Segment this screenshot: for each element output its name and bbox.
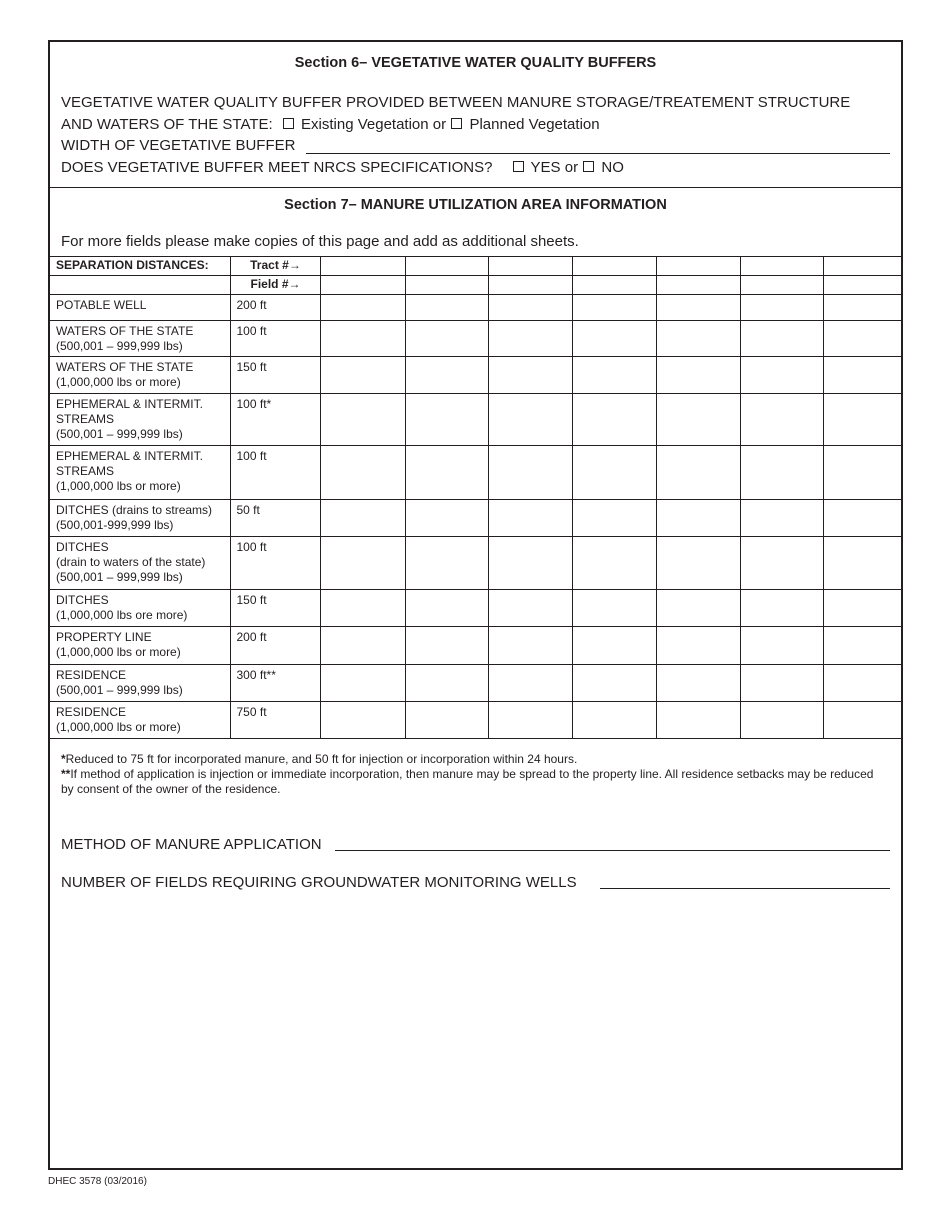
setback-name: RESIDENCE (1,000,000 lbs or more) [50,702,230,739]
tract-input-cell[interactable] [320,257,405,276]
field-distance-cell[interactable] [320,357,405,394]
planned-vegetation-label: Planned Vegetation [469,116,600,133]
existing-vegetation-checkbox[interactable] [283,118,294,129]
field-input-cell[interactable] [405,276,488,295]
field-distance-cell[interactable] [320,627,405,665]
field-distance-cell[interactable] [320,295,405,321]
footnote-1-text: Reduced to 75 ft for incorporated manure, and 50 ft for injection or incorporation within 24 hours. [65,752,578,766]
manure-method-label: METHOD OF MANURE APPLICATION [61,836,322,853]
field-input-cell[interactable] [823,276,901,295]
field-distance-cell[interactable] [405,590,488,627]
nrcs-yes-label: YES or [530,159,579,176]
field-distance-cell[interactable] [320,446,405,500]
field-distance-cell[interactable] [740,446,823,500]
field-distance-cell[interactable] [572,590,656,627]
distance-row [50,295,901,321]
field-distance-cell[interactable] [656,394,740,446]
field-distance-cell[interactable] [740,357,823,394]
field-distance-cell[interactable] [823,295,901,321]
field-distance-cell[interactable] [656,627,740,665]
distance-row [50,394,901,446]
waters-of-state-label: AND WATERS OF THE STATE: [61,116,273,133]
field-distance-cell[interactable] [572,627,656,665]
field-distance-cell[interactable] [488,394,572,446]
distance-row [50,537,901,590]
form-frame [48,40,903,1170]
field-distance-cell[interactable] [572,500,656,537]
field-distance-cell[interactable] [823,321,901,357]
field-distance-cell[interactable] [572,394,656,446]
setback-distance: 100 ft [230,537,320,590]
tract-input-cell[interactable] [572,257,656,276]
setback-name: DITCHES (drain to waters of the state) (500,001 – 999,999 lbs) [50,537,230,590]
field-distance-cell[interactable] [823,702,901,739]
field-distance-cell[interactable] [405,295,488,321]
tract-header-row [50,257,901,276]
blank-header-cell [50,276,230,295]
field-input-cell[interactable] [656,276,740,295]
field-distance-cell[interactable] [823,394,901,446]
field-distance-cell[interactable] [320,702,405,739]
field-distance-cell[interactable] [823,446,901,500]
form-id: DHEC 3578 (03/2016) [48,1176,147,1187]
field-distance-cell[interactable] [823,590,901,627]
field-distance-cell[interactable] [572,537,656,590]
separation-distances-header: SEPARATION DISTANCES: [50,257,230,276]
setback-name: WATERS OF THE STATE (1,000,000 lbs or more) [50,357,230,394]
field-distance-cell[interactable] [488,665,572,702]
setback-name: DITCHES (1,000,000 lbs ore more) [50,590,230,627]
field-distance-cell[interactable] [656,702,740,739]
monitoring-wells-field[interactable] [600,888,890,889]
setback-name: EPHEMERAL & INTERMIT. STREAMS (1,000,000 lbs or more) [50,446,230,500]
field-distance-cell[interactable] [656,295,740,321]
setback-name: WATERS OF THE STATE (500,001 – 999,999 lbs) [50,321,230,357]
setback-distance: 100 ft* [230,394,320,446]
field-number-label: Field #→ [230,276,320,295]
distance-row [50,321,901,357]
field-distance-cell[interactable] [656,321,740,357]
field-distance-cell[interactable] [572,321,656,357]
field-distance-cell[interactable] [656,357,740,394]
field-distance-cell[interactable] [320,590,405,627]
field-distance-cell[interactable] [488,500,572,537]
section7-instruction: For more fields please make copies of this page and add as additional sheets. [61,233,579,250]
monitoring-wells-label: NUMBER OF FIELDS REQUIRING GROUNDWATER MONITORING WELLS [61,874,577,891]
field-distance-cell[interactable] [740,590,823,627]
tract-input-cell[interactable] [823,257,901,276]
footnotes [61,752,881,797]
field-distance-cell[interactable] [656,537,740,590]
field-distance-cell[interactable] [488,627,572,665]
section6-title: Section 6– VEGETATIVE WATER QUALITY BUFFERS [294,55,657,71]
distance-row [50,446,901,500]
tract-input-cell[interactable] [405,257,488,276]
field-input-cell[interactable] [320,276,405,295]
field-distance-cell[interactable] [488,537,572,590]
section-divider [50,187,901,188]
field-distance-cell[interactable] [740,295,823,321]
field-distance-cell[interactable] [740,627,823,665]
field-distance-cell[interactable] [405,665,488,702]
buffer-width-field[interactable] [306,153,890,154]
setback-distance: 200 ft [230,627,320,665]
footnote-2-mark: ** [61,767,71,781]
field-distance-cell[interactable] [656,590,740,627]
setback-distance: 200 ft [230,295,320,321]
footnote-2 [61,767,881,797]
field-distance-cell[interactable] [740,665,823,702]
setback-name: DITCHES (drains to streams) (500,001-999,999 lbs) [50,500,230,537]
distance-row [50,500,901,537]
field-distance-cell[interactable] [740,500,823,537]
buffer-width-label: WIDTH OF VEGETATIVE BUFFER [61,137,296,154]
field-distance-cell[interactable] [405,702,488,739]
field-header-row [50,276,901,295]
field-distance-cell[interactable] [405,394,488,446]
field-distance-cell[interactable] [572,665,656,702]
field-distance-cell[interactable] [488,321,572,357]
field-distance-cell[interactable] [740,537,823,590]
field-distance-cell[interactable] [405,627,488,665]
field-distance-cell[interactable] [405,446,488,500]
setback-distance: 150 ft [230,590,320,627]
tract-input-cell[interactable] [488,257,572,276]
field-distance-cell[interactable] [488,446,572,500]
setback-distance: 750 ft [230,702,320,739]
setback-distance: 100 ft [230,446,320,500]
field-distance-cell[interactable] [488,702,572,739]
field-distance-cell[interactable] [656,446,740,500]
field-distance-cell[interactable] [320,500,405,537]
footnote-1 [61,752,881,767]
setback-distance: 100 ft [230,321,320,357]
planned-vegetation-checkbox[interactable] [451,118,462,129]
tract-number-label: Tract #→ [230,257,320,276]
section7-title: Section 7– MANURE UTILIZATION AREA INFORMATION [284,197,667,213]
tract-input-cell[interactable] [656,257,740,276]
field-distance-cell[interactable] [405,321,488,357]
setback-name: POTABLE WELL [50,295,230,321]
nrcs-yes-checkbox[interactable] [513,161,524,172]
footnote-1-mark: * [61,752,66,766]
field-distance-cell[interactable] [320,394,405,446]
field-distance-cell[interactable] [823,357,901,394]
field-distance-cell[interactable] [823,500,901,537]
field-distance-cell[interactable] [823,537,901,590]
setback-distance: 50 ft [230,500,320,537]
setback-distance: 300 ft** [230,665,320,702]
field-distance-cell[interactable] [488,295,572,321]
distance-row [50,702,901,739]
nrcs-no-checkbox[interactable] [583,161,594,172]
field-distance-cell[interactable] [656,665,740,702]
field-distance-cell[interactable] [320,665,405,702]
field-distance-cell[interactable] [823,627,901,665]
distance-row [50,357,901,394]
field-distance-cell[interactable] [823,665,901,702]
setback-name: PROPERTY LINE (1,000,000 lbs or more) [50,627,230,665]
distance-row [50,627,901,665]
tract-input-cell[interactable] [740,257,823,276]
manure-method-field[interactable] [335,850,890,851]
field-distance-cell[interactable] [488,590,572,627]
separation-distances-table [50,256,901,739]
field-distance-cell[interactable] [488,357,572,394]
field-distance-cell[interactable] [405,357,488,394]
distance-row [50,665,901,702]
field-distance-cell[interactable] [572,357,656,394]
nrcs-no-label: NO [601,159,624,176]
setback-name: RESIDENCE (500,001 – 999,999 lbs) [50,665,230,702]
nrcs-question: DOES VEGETATIVE BUFFER MEET NRCS SPECIFICATIONS? [61,159,493,176]
field-distance-cell[interactable] [572,295,656,321]
field-distance-cell[interactable] [740,321,823,357]
field-input-cell[interactable] [740,276,823,295]
field-distance-cell[interactable] [740,394,823,446]
field-distance-cell[interactable] [572,446,656,500]
setback-distance: 150 ft [230,357,320,394]
field-distance-cell[interactable] [320,537,405,590]
field-distance-cell[interactable] [656,500,740,537]
section6-vegetation-row [61,116,600,133]
field-input-cell[interactable] [572,276,656,295]
field-distance-cell[interactable] [405,500,488,537]
field-distance-cell[interactable] [320,321,405,357]
setback-name: EPHEMERAL & INTERMIT. STREAMS (500,001 – 999,999 lbs) [50,394,230,446]
existing-vegetation-label: Existing Vegetation or [301,116,447,133]
nrcs-row [61,159,624,176]
distance-row [50,590,901,627]
field-distance-cell[interactable] [740,702,823,739]
section6-buffer-statement: VEGETATIVE WATER QUALITY BUFFER PROVIDED BETWEEN MANURE STORAGE/TREATEMENT STRUCTURE [61,94,851,111]
footnote-2-text: If method of application is injection or immediate incorporation, then manure may be spread to the property line. All residence setbacks may be reduced by consent of the owner of the residence. [61,767,874,796]
field-input-cell[interactable] [488,276,572,295]
field-distance-cell[interactable] [572,702,656,739]
field-distance-cell[interactable] [405,537,488,590]
